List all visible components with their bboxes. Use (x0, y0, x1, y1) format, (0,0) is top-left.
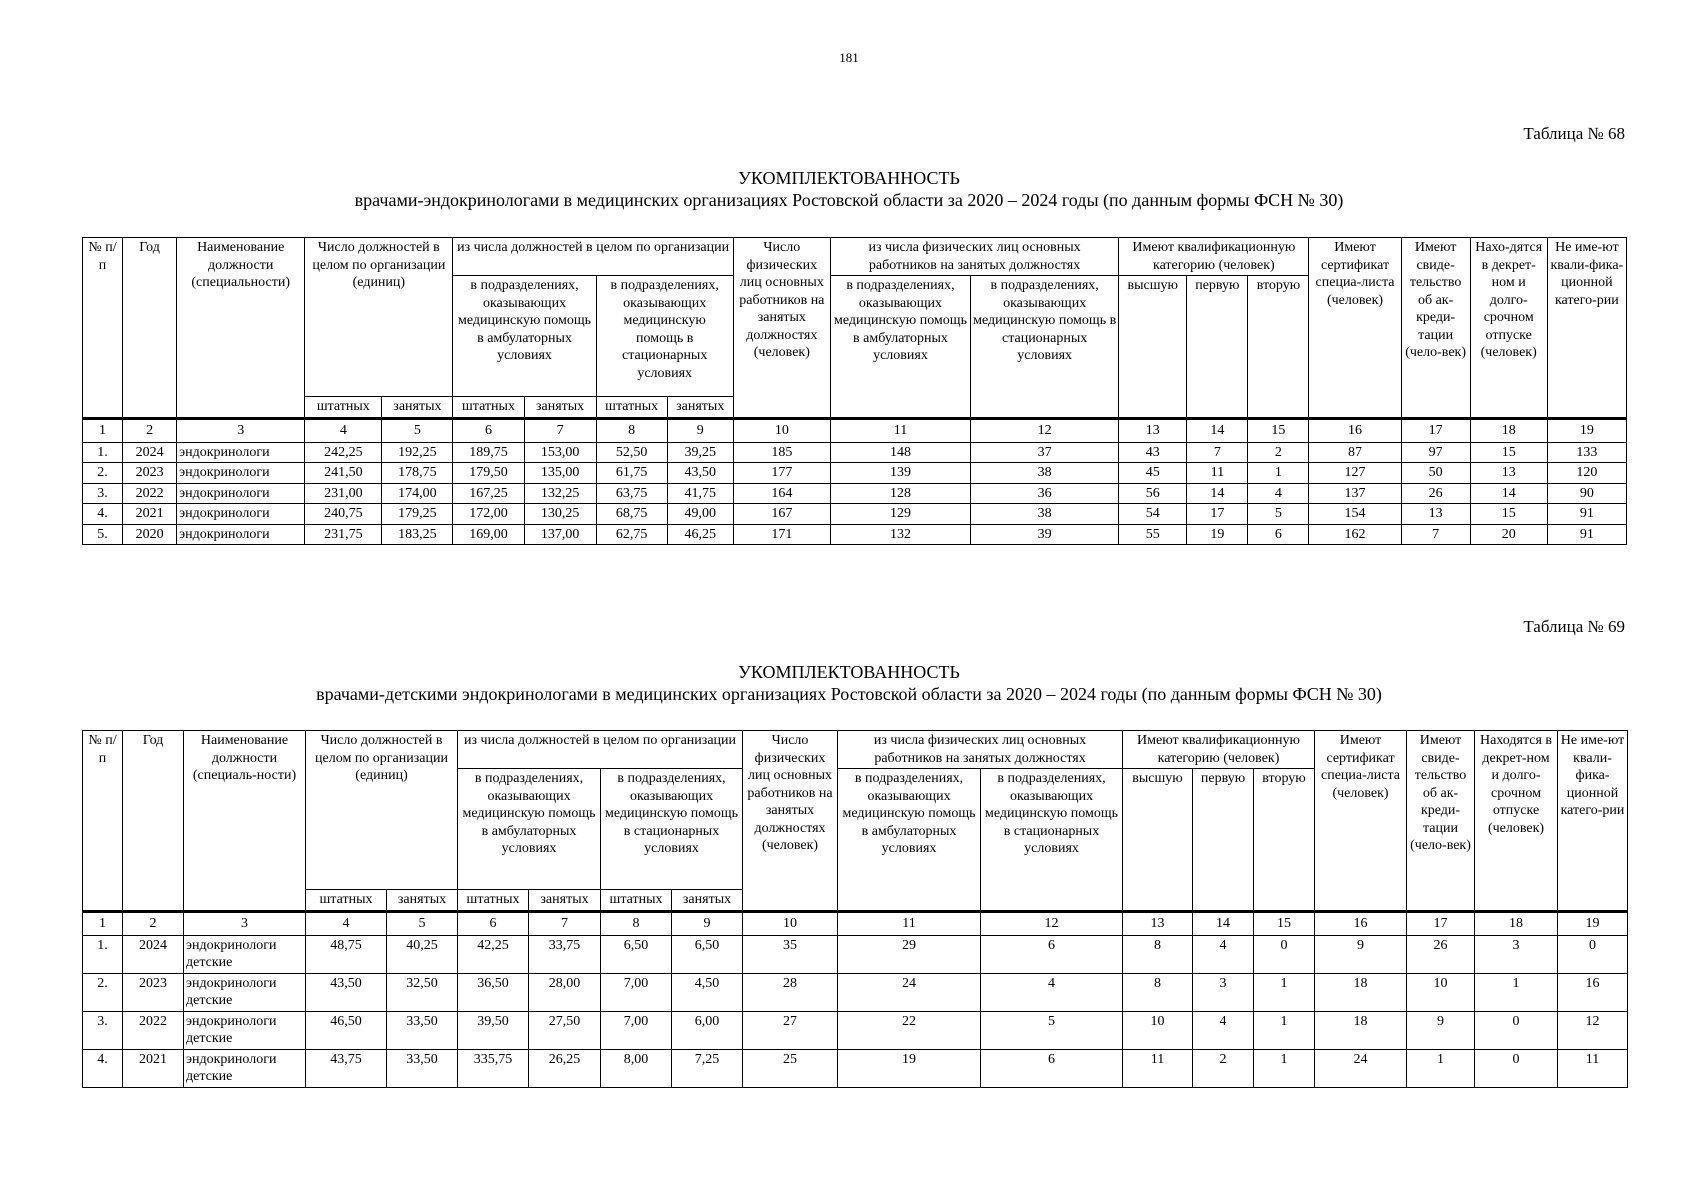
column-number-cell: 16 (1315, 911, 1407, 935)
table-cell: 1 (1254, 973, 1315, 1011)
column-number-cell: 7 (524, 418, 596, 442)
column-number-row (83, 418, 1627, 442)
header-ambulatory-positions: в подразделениях, оказывающих медицинскую помощь в амбулаторных условиях (453, 276, 596, 397)
table-cell: 6 (1248, 524, 1309, 545)
table-cell: 4 (981, 973, 1123, 1011)
column-number-cell: 19 (1558, 911, 1628, 935)
column-number-cell: 6 (458, 911, 529, 935)
column-number-cell: 8 (596, 418, 667, 442)
table-cell: 43,75 (306, 1049, 387, 1087)
column-number-cell: 13 (1119, 418, 1187, 442)
table-cell: 2021 (123, 1049, 184, 1087)
table-cell: 231,75 (305, 524, 382, 545)
table-cell: 52,50 (596, 442, 667, 463)
column-number-cell: 11 (838, 911, 981, 935)
column-number-cell: 1 (83, 911, 123, 935)
header-physical-persons: Число физических лиц основных работников на занятых должностях (человек) (733, 238, 830, 419)
header-ambulatory-persons: в подразделениях, оказывающих медицинскую помощь в амбулаторных условиях (830, 276, 970, 419)
table-cell: 2. (83, 973, 123, 1011)
table-cell: 43 (1119, 442, 1187, 463)
table-row (83, 524, 1627, 545)
table-69-body (83, 935, 1628, 1087)
header-position-name: Наименование должности (специаль-ности) (184, 731, 306, 912)
header-second: вторую (1254, 769, 1315, 912)
table-cell: 54 (1119, 504, 1187, 525)
table-cell: 46,25 (667, 524, 733, 545)
table-cell: 120 (1547, 463, 1626, 484)
header-inpatient-positions: в подразделениях, оказывающих медицинскую помощь в стационарных условиях (601, 769, 743, 890)
header-no: № п/п (83, 731, 123, 912)
table-cell: 1 (1254, 1011, 1315, 1049)
table-cell: 45 (1119, 463, 1187, 484)
table-row (83, 1049, 1628, 1087)
table-cell: 10 (1123, 1011, 1193, 1049)
column-number-cell: 9 (672, 911, 743, 935)
header-ambulatory-persons: в подразделениях, оказывающих медицинскую помощь в амбулаторных условиях (838, 769, 981, 912)
table-cell: 39,25 (667, 442, 733, 463)
table-cell: 1 (1475, 973, 1558, 1011)
header-inpatient-positions: в подразделениях, оказывающих медицинскую помощь в стационарных условиях (596, 276, 733, 397)
table-row (83, 483, 1627, 504)
table-cell: 43,50 (306, 973, 387, 1011)
table-cell: 11 (1123, 1049, 1193, 1087)
table-cell: 17 (1187, 504, 1248, 525)
table-row (83, 442, 1627, 463)
header-physical-persons: Число физических лиц основных работников на занятых должностях (человек) (743, 731, 838, 912)
header-certificate: Имеют сертификат специа-листа (человек) (1315, 731, 1407, 912)
table-cell: 2024 (123, 442, 177, 463)
header-qualification: Имеют квалификационную категорию (человек) (1123, 731, 1315, 769)
header-total-positions: Число должностей в целом по организации (единиц) (306, 731, 458, 890)
table-cell: 139 (830, 463, 970, 484)
header-occupied: занятых (529, 890, 601, 912)
table-cell: 91 (1547, 524, 1626, 545)
table-cell: 49,00 (667, 504, 733, 525)
table-cell: 4. (83, 1049, 123, 1087)
table-cell: 7 (1187, 442, 1248, 463)
table-cell: 25 (743, 1049, 838, 1087)
table-cell: 5. (83, 524, 123, 545)
table-69-header (83, 731, 1628, 912)
header-of-positions: из числа должностей в целом по организации (453, 238, 733, 276)
header-qualification: Имеют квалификационную категорию (человек) (1119, 238, 1309, 276)
column-number-cell: 3 (184, 911, 306, 935)
header-accreditation: Имеют свиде-тельство об ак-креди-тации (чело-век) (1407, 731, 1475, 912)
table-cell: 0 (1254, 935, 1315, 973)
column-number-cell: 17 (1401, 418, 1470, 442)
table-cell: 2 (1248, 442, 1309, 463)
table-68-body (83, 442, 1627, 545)
table-cell: 8 (1123, 935, 1193, 973)
header-staff: штатных (305, 397, 382, 419)
table-cell: 179,25 (382, 504, 453, 525)
table-cell: 169,00 (453, 524, 524, 545)
header-staff: штатных (306, 890, 387, 912)
table-cell: 171 (733, 524, 830, 545)
table-69 (82, 730, 1628, 1088)
header-staff: штатных (458, 890, 529, 912)
table-cell: 6 (981, 1049, 1123, 1087)
table-cell: 167,25 (453, 483, 524, 504)
table-cell: 335,75 (458, 1049, 529, 1087)
table-cell: 36 (971, 483, 1119, 504)
table-cell: 91 (1547, 504, 1626, 525)
table-cell: 19 (1187, 524, 1248, 545)
column-number-cell: 2 (123, 911, 184, 935)
table-cell: 1. (83, 935, 123, 973)
table-cell: 153,00 (524, 442, 596, 463)
table-row (83, 973, 1628, 1011)
header-ambulatory-positions: в подразделениях, оказывающих медицинскую помощь в амбулаторных условиях (458, 769, 601, 890)
table-cell: 137,00 (524, 524, 596, 545)
header-second: вторую (1248, 276, 1309, 419)
table-cell: 7,00 (601, 1011, 672, 1049)
column-number-cell: 14 (1187, 418, 1248, 442)
table-cell: 24 (838, 973, 981, 1011)
header-occupied: занятых (672, 890, 743, 912)
table-cell: 15 (1470, 442, 1547, 463)
table-cell: 6,00 (672, 1011, 743, 1049)
table-cell: 20 (1470, 524, 1547, 545)
table-cell: 68,75 (596, 504, 667, 525)
table-cell: 133 (1547, 442, 1626, 463)
table-cell: 3 (1193, 973, 1254, 1011)
table-cell: 4,50 (672, 973, 743, 1011)
table-69-column-numbers (83, 911, 1628, 935)
header-inpatient-persons: в подразделениях, оказывающих медицинскую помощь в стационарных условиях (981, 769, 1123, 912)
table-cell: 38 (971, 504, 1119, 525)
table-cell: 0 (1475, 1011, 1558, 1049)
table-cell: 189,75 (453, 442, 524, 463)
table-cell: эндокринологи (177, 483, 305, 504)
column-number-cell: 15 (1254, 911, 1315, 935)
header-of-positions: из числа должностей в целом по организации (458, 731, 743, 769)
table-cell: 179,50 (453, 463, 524, 484)
header-year: Год (123, 238, 177, 419)
column-number-cell: 1 (83, 418, 123, 442)
table-cell: 5 (981, 1011, 1123, 1049)
column-number-cell: 8 (601, 911, 672, 935)
column-number-cell: 14 (1193, 911, 1254, 935)
table-cell: 7,00 (601, 973, 672, 1011)
table-cell: эндокринологи (177, 442, 305, 463)
header-occupied: занятых (524, 397, 596, 419)
column-number-cell: 2 (123, 418, 177, 442)
table-cell: 8,00 (601, 1049, 672, 1087)
table-cell: 7 (1401, 524, 1470, 545)
header-of-physical-persons: из числа физических лиц основных работников на занятых должностях (830, 238, 1118, 276)
column-number-cell: 16 (1309, 418, 1401, 442)
table-68-label: Таблица № 68 (1523, 124, 1625, 143)
table-cell: 4. (83, 504, 123, 525)
table-cell: 14 (1187, 483, 1248, 504)
table-cell: эндокринологи (177, 504, 305, 525)
header-no-qualification: Не име-ют квали-фика-ционной катего-рии (1547, 238, 1626, 419)
table-cell: 55 (1119, 524, 1187, 545)
table-cell: 174,00 (382, 483, 453, 504)
header-occupied: занятых (382, 397, 453, 419)
column-number-cell: 17 (1407, 911, 1475, 935)
table-cell: 26 (1401, 483, 1470, 504)
column-number-cell: 18 (1470, 418, 1547, 442)
table-cell: 2020 (123, 524, 177, 545)
table-cell: 129 (830, 504, 970, 525)
table-cell: 2 (1193, 1049, 1254, 1087)
header-no: № п/п (83, 238, 123, 419)
header-total-positions: Число должностей в целом по организации (единиц) (305, 238, 453, 397)
table-cell: 13 (1470, 463, 1547, 484)
table-cell: 41,75 (667, 483, 733, 504)
table-cell: 130,25 (524, 504, 596, 525)
table-cell: 24 (1315, 1049, 1407, 1087)
table-cell: эндокринологи детские (184, 1011, 306, 1049)
table-cell: 32,50 (387, 973, 458, 1011)
column-number-cell: 5 (387, 911, 458, 935)
table-cell: 0 (1558, 935, 1628, 973)
table-cell: 4 (1193, 935, 1254, 973)
table-cell: 29 (838, 935, 981, 973)
table-cell: 48,75 (306, 935, 387, 973)
table-cell: 6,50 (672, 935, 743, 973)
table-cell: 62,75 (596, 524, 667, 545)
column-number-cell: 3 (177, 418, 305, 442)
page-number: 181 (839, 50, 859, 65)
table-cell: 7,25 (672, 1049, 743, 1087)
table-cell: 3. (83, 483, 123, 504)
table-cell: эндокринологи (177, 463, 305, 484)
table-cell: 38 (971, 463, 1119, 484)
table-cell: 2. (83, 463, 123, 484)
table-cell: 154 (1309, 504, 1401, 525)
column-number-cell: 12 (971, 418, 1119, 442)
table-cell: 6 (981, 935, 1123, 973)
table-cell: 40,25 (387, 935, 458, 973)
table-cell: 5 (1248, 504, 1309, 525)
table-cell: 127 (1309, 463, 1401, 484)
table-cell: 18 (1315, 1011, 1407, 1049)
column-number-cell: 4 (306, 911, 387, 935)
table-68 (82, 237, 1627, 545)
table-cell: 14 (1470, 483, 1547, 504)
table-cell: 36,50 (458, 973, 529, 1011)
header-first: первую (1187, 276, 1248, 419)
table-cell: 22 (838, 1011, 981, 1049)
header-inpatient-persons: в подразделениях, оказывающих медицинскую помощь в стационарных условиях (971, 276, 1119, 419)
column-number-cell: 18 (1475, 911, 1558, 935)
table-cell: 12 (1558, 1011, 1628, 1049)
table-cell: 61,75 (596, 463, 667, 484)
table-cell: 2022 (123, 483, 177, 504)
table-cell: 177 (733, 463, 830, 484)
header-occupied: занятых (667, 397, 733, 419)
table-cell: 172,00 (453, 504, 524, 525)
table-row (83, 935, 1628, 973)
column-number-cell: 4 (305, 418, 382, 442)
column-number-cell: 10 (733, 418, 830, 442)
table-cell: 128 (830, 483, 970, 504)
table-cell: 6,50 (601, 935, 672, 973)
table-cell: 33,75 (529, 935, 601, 973)
header-of-physical-persons: из числа физических лиц основных работников на занятых должностях (838, 731, 1123, 769)
table-cell: 137 (1309, 483, 1401, 504)
table-cell: 2023 (123, 463, 177, 484)
header-no-qualification: Не име-ют квали-фика-ционной катего-рии (1558, 731, 1628, 912)
table-cell: 241,50 (305, 463, 382, 484)
column-number-cell: 12 (981, 911, 1123, 935)
column-number-cell: 9 (667, 418, 733, 442)
table-cell: 240,75 (305, 504, 382, 525)
table-cell: 162 (1309, 524, 1401, 545)
table-cell: 26 (1407, 935, 1475, 973)
table-cell: 231,00 (305, 483, 382, 504)
table-cell: 33,50 (387, 1049, 458, 1087)
table-cell: 3. (83, 1011, 123, 1049)
table-cell: 97 (1401, 442, 1470, 463)
table-cell: 13 (1401, 504, 1470, 525)
table-cell: 132,25 (524, 483, 596, 504)
table-cell: 2022 (123, 1011, 184, 1049)
table-68-title: УКОМПЛЕКТОВАННОСТЬ (738, 168, 960, 188)
table-cell: 135,00 (524, 463, 596, 484)
header-highest: высшую (1123, 769, 1193, 912)
column-number-row (83, 911, 1628, 935)
table-cell: 42,25 (458, 935, 529, 973)
table-cell: 132 (830, 524, 970, 545)
column-number-cell: 6 (453, 418, 524, 442)
table-cell: 50 (1401, 463, 1470, 484)
table-cell: 164 (733, 483, 830, 504)
table-cell: 87 (1309, 442, 1401, 463)
table-68-subtitle: врачами-эндокринологами в медицинских организациях Ростовской области за 2020 – 2024 годы (по данным формы ФСН № 30) (354, 190, 1344, 210)
table-cell: 3 (1475, 935, 1558, 973)
table-cell: 43,50 (667, 463, 733, 484)
header-staff: штатных (453, 397, 524, 419)
table-cell: 18 (1315, 973, 1407, 1011)
header-position-name: Наименование должности (специальности) (177, 238, 305, 419)
column-number-cell: 19 (1547, 418, 1626, 442)
header-leave: Находятся в декрет-ном и долго-срочном отпуске (человек) (1475, 731, 1558, 912)
table-cell: 46,50 (306, 1011, 387, 1049)
header-year: Год (123, 731, 184, 912)
table-cell: 4 (1193, 1011, 1254, 1049)
table-cell: 39,50 (458, 1011, 529, 1049)
table-cell: 192,25 (382, 442, 453, 463)
table-cell: эндокринологи детские (184, 935, 306, 973)
column-number-cell: 10 (743, 911, 838, 935)
table-cell: 28 (743, 973, 838, 1011)
table-cell: 148 (830, 442, 970, 463)
table-cell: 37 (971, 442, 1119, 463)
table-cell: 2021 (123, 504, 177, 525)
table-cell: 9 (1407, 1011, 1475, 1049)
table-cell: 26,25 (529, 1049, 601, 1087)
table-cell: 1 (1407, 1049, 1475, 1087)
table-68-column-numbers (83, 418, 1627, 442)
header-occupied: занятых (387, 890, 458, 912)
table-69-subtitle: врачами-детскими эндокринологами в медицинских организациях Ростовской области за 2020 – 2024 годы (по данным формы ФСН № 30) (316, 684, 1382, 704)
table-cell: 2024 (123, 935, 184, 973)
header-staff: штатных (596, 397, 667, 419)
table-cell: 9 (1315, 935, 1407, 973)
table-cell: 178,75 (382, 463, 453, 484)
table-cell: 27 (743, 1011, 838, 1049)
table-cell: 16 (1558, 973, 1628, 1011)
table-cell: 10 (1407, 973, 1475, 1011)
table-cell: 8 (1123, 973, 1193, 1011)
table-cell: 27,50 (529, 1011, 601, 1049)
table-cell: 19 (838, 1049, 981, 1087)
table-cell: эндокринологи детские (184, 973, 306, 1011)
table-cell: 11 (1187, 463, 1248, 484)
table-row (83, 1011, 1628, 1049)
table-cell: 183,25 (382, 524, 453, 545)
table-68-header (83, 238, 1627, 419)
table-69-title: УКОМПЛЕКТОВАННОСТЬ (738, 662, 960, 682)
table-cell: 15 (1470, 504, 1547, 525)
column-number-cell: 11 (830, 418, 970, 442)
header-staff: штатных (601, 890, 672, 912)
column-number-cell: 5 (382, 418, 453, 442)
table-69-label: Таблица № 69 (1523, 617, 1625, 636)
table-cell: 0 (1475, 1049, 1558, 1087)
table-cell: 56 (1119, 483, 1187, 504)
table-cell: 90 (1547, 483, 1626, 504)
table-cell: 39 (971, 524, 1119, 545)
header-accreditation: Имеют свиде-тельство об ак-креди-тации (чело-век) (1401, 238, 1470, 419)
header-highest: высшую (1119, 276, 1187, 419)
column-number-cell: 13 (1123, 911, 1193, 935)
table-cell: 35 (743, 935, 838, 973)
header-certificate: Имеют сертификат специа-листа (человек) (1309, 238, 1401, 419)
table-cell: 1. (83, 442, 123, 463)
table-cell: 33,50 (387, 1011, 458, 1049)
table-cell: 11 (1558, 1049, 1628, 1087)
table-cell: 4 (1248, 483, 1309, 504)
table-cell: 1 (1254, 1049, 1315, 1087)
table-cell: 2023 (123, 973, 184, 1011)
table-cell: 242,25 (305, 442, 382, 463)
table-cell: эндокринологи (177, 524, 305, 545)
column-number-cell: 15 (1248, 418, 1309, 442)
table-cell: 28,00 (529, 973, 601, 1011)
column-number-cell: 7 (529, 911, 601, 935)
table-row (83, 463, 1627, 484)
table-cell: 185 (733, 442, 830, 463)
table-cell: 1 (1248, 463, 1309, 484)
header-leave: Нахо-дятся в декрет-ном и долго-срочном отпуске (человек) (1470, 238, 1547, 419)
table-cell: 167 (733, 504, 830, 525)
table-cell: эндокринологи детские (184, 1049, 306, 1087)
table-cell: 63,75 (596, 483, 667, 504)
table-row (83, 504, 1627, 525)
header-first: первую (1193, 769, 1254, 912)
